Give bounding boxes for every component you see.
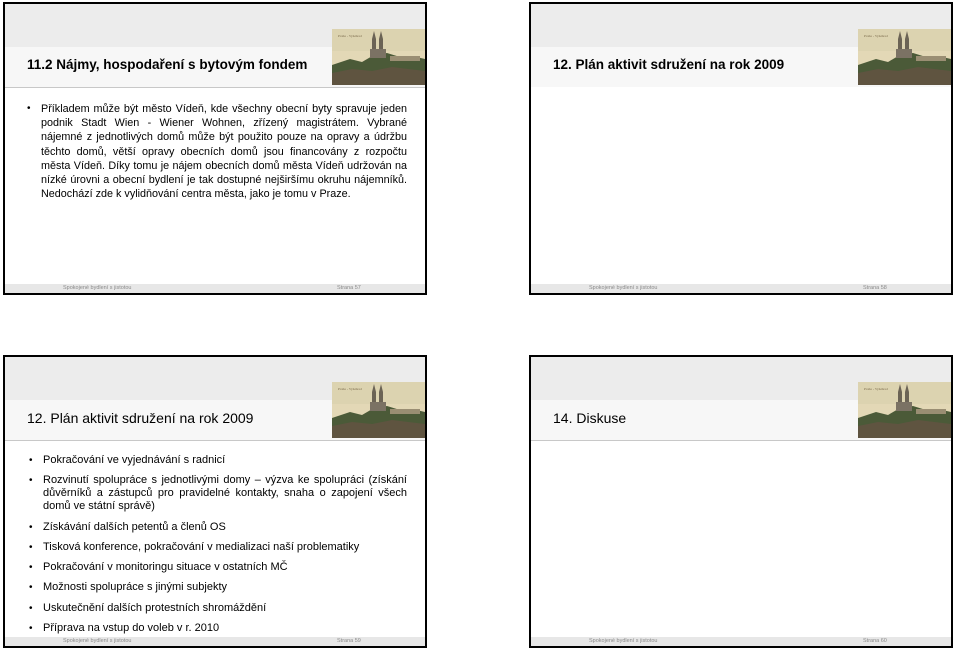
slide-footer xyxy=(5,637,425,646)
bullet-item: • Pokračování v monitoringu situace v ostatních MČ xyxy=(29,561,407,574)
svg-text:Praha - Vyšehrad: Praha - Vyšehrad xyxy=(338,387,362,391)
bullet-list xyxy=(27,102,407,201)
postcard-photo-icon xyxy=(858,382,951,438)
footer-page-number: Strana 58 xyxy=(863,285,887,291)
footer-page-number: Strana 57 xyxy=(337,285,361,291)
bullet-item: • Rozvinutí spolupráce s jednotlivými domy – výzva ke spolupráci (získání důvěrníků a zástupců pro pravidelné kontakty, snaha o zapojení všech domů ve státní správě) xyxy=(29,474,407,513)
slide-title: 12. Plán aktivit sdružení na rok 2009 xyxy=(27,410,254,426)
slide-title: 14. Diskuse xyxy=(553,410,627,426)
svg-text:Praha - Vyšehrad: Praha - Vyšehrad xyxy=(338,34,362,38)
bullet-item: • Tisková konference, pokračování v medializaci naší problematiky xyxy=(29,541,407,554)
slide-footer xyxy=(5,284,425,293)
footer-left-text: Spokojené bydlení s jistotou xyxy=(589,285,658,291)
slide-57 xyxy=(3,2,427,295)
bullet-item: • Možnosti spolupráce s jinými subjekty xyxy=(29,581,407,594)
bullet-item: • Příprava na vstup do voleb v r. 2010 xyxy=(29,622,407,635)
footer-left-text: Spokojené bydlení s jistotou xyxy=(63,285,132,291)
title-divider xyxy=(5,87,425,88)
title-divider xyxy=(531,440,951,441)
svg-text:Praha - Vyšehrad: Praha - Vyšehrad xyxy=(864,387,888,391)
bullet-list xyxy=(29,454,407,642)
svg-text:Praha - Vyšehrad: Praha - Vyšehrad xyxy=(864,34,888,38)
title-divider xyxy=(5,440,425,441)
footer-left-text: Spokojené bydlení s jistotou xyxy=(63,638,132,644)
postcard-photo-icon xyxy=(332,29,425,85)
slide-title: 12. Plán aktivit sdružení na rok 2009 xyxy=(553,57,785,72)
slide-60 xyxy=(529,355,953,648)
footer-page-number: Strana 59 xyxy=(337,638,361,644)
postcard-photo-icon xyxy=(332,382,425,438)
slide-title: 11.2 Nájmy, hospodaření s bytovým fondem xyxy=(27,57,308,72)
bullet-item: • Příkladem může být město Vídeň, kde všechny obecní byty spravuje jeden podnik Stadt Wien - Wiener Wohnen, zřízený magistrátem. Vybrané nájemné z jednotlivých domů může být použito pouze na opravy a údržbu těchto domů, větší opravy obecních domů jsou financovány z rozpočtu města Vídeň. Díky tomu je nájem obecních domů města Vídeň udržován na nízké úrovni a obecní bydlení je tak dostupné nejširšímu okruhu nájemníků. Nedochází zde k vylidňování centra města, jako je tomu v Praze. xyxy=(27,102,407,201)
bullet-item: • Uskutečnění dalších protestních shromáždění xyxy=(29,602,407,615)
slide-59 xyxy=(3,355,427,648)
footer-page-number: Strana 60 xyxy=(863,638,887,644)
postcard-photo-icon xyxy=(858,29,951,85)
slide-58 xyxy=(529,2,953,295)
slide-footer xyxy=(531,637,951,646)
bullet-item: • Získávání dalších petentů a členů OS xyxy=(29,521,407,534)
slide-footer xyxy=(531,284,951,293)
footer-left-text: Spokojené bydlení s jistotou xyxy=(589,638,658,644)
bullet-item: • Pokračování ve vyjednávání s radnicí xyxy=(29,454,407,467)
